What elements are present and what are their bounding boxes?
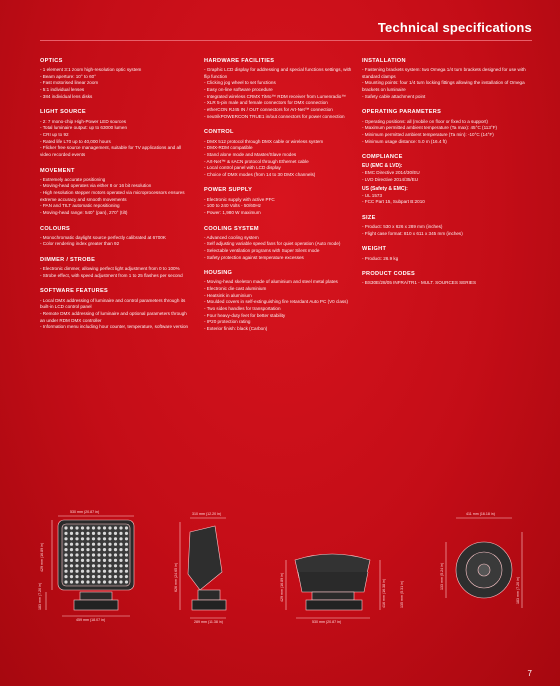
- spec-list: [204, 235, 354, 262]
- spec-item: - Integrated wireless CRMX TiMo™ RDM receiver from Lumenradio™: [204, 93, 346, 99]
- spec-item: - Information menu including hour counter, temperature, software version: [40, 324, 189, 330]
- side-base-label: 289 mm (11.38 in): [194, 620, 223, 624]
- front-base-label: 459 mm (18.07 in): [76, 618, 106, 622]
- spec-section-heading: SIZE: [362, 214, 376, 221]
- spec-item: - Moving-head range: 540° (pan), 270° (tilt): [40, 209, 128, 215]
- title-divider: [40, 40, 532, 41]
- spec-item: - Heatsink in aluminium: [204, 292, 252, 298]
- spec-item: - Local control panel with LCD display: [204, 165, 281, 171]
- spec-section: [362, 215, 532, 237]
- spec-section-heading: HOUSING: [204, 270, 233, 277]
- spec-item: - Extremely accurate positioning: [40, 176, 106, 182]
- spec-item: - 100 to 240 Volts - 50/60Hz: [204, 203, 261, 209]
- spec-list: [40, 119, 190, 159]
- spec-section: [362, 109, 532, 145]
- spec-section: [40, 168, 190, 217]
- spec-item: - neutrikPOWERCON TRUE1 in/out connectors for power connection: [204, 113, 345, 119]
- spec-item: - Mounting points: four 1/4 turn locking fittings allowing the installation of Omega brackets on luminaire: [362, 80, 525, 93]
- spec-item: - High resolution stepper motors operated via microprocessors ensures extreme accuracy and smooth movements: [40, 189, 185, 202]
- spec-section-heading: HARDWARE FACILITIES: [204, 58, 275, 64]
- spec-list: [362, 224, 532, 237]
- spec-item: - Selectable ventilation programs with Super Silent mode: [204, 248, 320, 254]
- spec-item: - 5:1 individual lenses: [40, 87, 85, 93]
- spec-item: - Exterior finish: black (Carbon): [204, 326, 268, 332]
- spec-item: - Electronic dimmer, allowing perfect light adjustment from 0 to 100%: [40, 266, 180, 272]
- spec-item: - Advanced cooling system: [204, 234, 259, 240]
- spec-item: - Choice of DMX modes (from 14 to 30 DMX channels): [204, 171, 316, 177]
- spec-item: - Electronic supply with active PFC: [204, 196, 275, 202]
- spec-list: [204, 67, 354, 120]
- spec-section-heading: MOVEMENT: [40, 167, 75, 174]
- spec-item: - UL 1573: [362, 192, 383, 198]
- spec-section: [40, 58, 190, 100]
- spec-item: - Remote DMX addressing of luminaire and optional parameters through an under RDM DMX controller: [40, 310, 187, 323]
- spec-item: - 2: 7 mono-chip High-Power LED sources: [40, 118, 127, 124]
- spec-section: [362, 154, 532, 206]
- spec-list: [362, 119, 532, 146]
- spec-item: - Two sides handles for transportation: [204, 306, 281, 312]
- lens-depth-label: 183 mm (7.20 in): [516, 576, 520, 604]
- spec-list: [362, 280, 532, 287]
- spec-item: - Power: 1,980 W maximum: [204, 209, 261, 215]
- lens-view-drawing: [446, 518, 522, 608]
- spec-item: - BS30E/28/05 INFRA/TR1 - MULT. SOURCES SERIES: [362, 280, 477, 286]
- spec-list: [362, 256, 532, 263]
- spec-item: - Easy on-line software procedure: [204, 87, 273, 93]
- spec-column-1: [40, 58, 190, 340]
- spec-item: - Moving-head skeleton made of aluminium and steel metal plates: [204, 279, 338, 285]
- spec-item: - EMC Directive 2014/30/EU: [362, 170, 420, 176]
- spec-item: - DMX 512 protocol through DMX cable or wireless system: [204, 138, 324, 144]
- page-title: Technical specifications: [377, 20, 532, 35]
- spec-item: - Product: 530 x 626 x 289 mm (inches): [362, 224, 443, 230]
- spec-list: [362, 67, 532, 100]
- tilted-width-label: 429 mm (16.89 in): [280, 572, 284, 602]
- spec-section-heading: POWER SUPPLY: [204, 187, 253, 194]
- spec-item: - PAN and TILT automatic repositioning: [40, 203, 120, 209]
- front-view-drawing: [46, 516, 134, 616]
- spec-item: - 384 individual lens disks: [40, 93, 93, 99]
- side-height-label: 626 mm (24.65 in): [174, 562, 178, 592]
- spec-section-heading: PRODUCT CODES: [362, 271, 416, 278]
- spec-item: - Stand alone mode and Master/Slave modes: [204, 151, 297, 157]
- spec-item: - FCC Part 15, Subpart B:2010: [362, 199, 425, 205]
- spec-column-3: [362, 58, 532, 296]
- spec-section-heading: CONTROL: [204, 129, 234, 136]
- spec-item: - Flicker free source management, suitable for TV applications and all video recorded events: [40, 145, 182, 157]
- spec-list: [204, 139, 354, 179]
- spec-subheading: EU (EMC & LVD):: [362, 163, 403, 170]
- technical-drawings: [40, 512, 532, 627]
- spec-section-heading: SOFTWARE FEATURES: [40, 288, 109, 295]
- spec-item: - Minimum permitted ambient temperature (Ta min): -10°C (14°F): [362, 131, 494, 137]
- spec-item: - IP20 protection rating: [204, 319, 251, 325]
- spec-section: [362, 246, 532, 262]
- spec-section: [40, 288, 190, 330]
- spec-section: [362, 271, 532, 287]
- spec-section-heading: WEIGHT: [362, 246, 387, 253]
- spec-list: [204, 197, 354, 217]
- tilted-depth-label: 135 mm (5.31 in): [400, 580, 404, 608]
- spec-item: - Beam aperture: 10° to 60°: [40, 73, 97, 79]
- spec-section: [204, 129, 354, 178]
- spec-item: - Moulded covers in self-extinguishing fire retardant Auto PC (V0 class): [204, 299, 349, 305]
- spec-item: - Four heavy-duty feet for better stability: [204, 312, 286, 318]
- spec-section-heading: COMPLIANCE: [362, 154, 403, 161]
- spec-subheading: US (Safety & EMC):: [362, 185, 408, 192]
- spec-item: - Art-Net™ & sACN protocol through Ethernet cable: [204, 158, 309, 164]
- spec-section-heading: OPTICS: [40, 58, 63, 64]
- spec-item: - Fastening brackets system: two Omega 1/4 turn brackets designed for use with standard clamps: [362, 67, 526, 79]
- spec-item: - Minimum usage distance: 5.0 m (16.4 ft): [362, 138, 447, 144]
- spec-list: [40, 177, 190, 217]
- spec-section-heading: DIMMER / STROBE: [40, 257, 96, 264]
- dimension-drawings: [40, 512, 532, 627]
- spec-list: [40, 235, 190, 248]
- spec-item: - Total luminaire output: up to 63000 lumen: [40, 125, 127, 131]
- spec-item: - Product: 26.9 kg: [362, 255, 399, 261]
- spec-section: [40, 257, 190, 279]
- spec-list: [362, 193, 532, 206]
- spec-item: - Clicking jog wheel to set functions: [204, 80, 276, 86]
- spec-item: - Moving-head operates via either 8 or 16 bit resolution: [40, 183, 152, 189]
- tilted-view-drawing: [286, 554, 380, 618]
- spec-section: [40, 109, 190, 158]
- spec-column-2: [204, 58, 354, 342]
- spec-list: [204, 279, 354, 332]
- spec-section-heading: COLOURS: [40, 225, 71, 232]
- spec-section: [204, 187, 354, 216]
- spec-item: - Flight case format: 810 x 611 x 345 mm (inches): [362, 230, 463, 236]
- spec-item: - DMX-RDM compatible: [204, 145, 253, 151]
- spec-list: [362, 170, 532, 183]
- spec-item: - Rated life L70 up to 40,000 hours: [40, 138, 111, 144]
- spec-item: - Maximum permitted ambient temperature (Ta max): 45°C (113°F): [362, 125, 498, 131]
- spec-list: [40, 266, 190, 279]
- spec-item: - Safety cable attachment point: [362, 93, 426, 99]
- front-height-label: 429 mm (16.89 in): [40, 542, 44, 572]
- page-number: 7: [527, 669, 532, 678]
- spec-section-heading: COOLING SYSTEM: [204, 225, 259, 232]
- spec-item: - Strobe effect, with speed adjustment from 1 to 25 flashes per second: [40, 272, 183, 278]
- spec-item: - CRI up to 92: [40, 131, 69, 137]
- spec-section: [204, 58, 354, 120]
- spec-section: [204, 226, 354, 262]
- spec-item: - Operating positions: all (mobile on floor or fixed to a support): [362, 118, 488, 124]
- spec-item: - Graphic LCD display for addressing and special functions settings, with flip function: [204, 67, 352, 79]
- side-view-drawing: [180, 518, 226, 618]
- lens-height-label: 133 mm (5.24 in): [440, 562, 444, 590]
- spec-list: [40, 67, 190, 100]
- spec-section: [204, 270, 354, 332]
- spec-item: - etherCON RJ45 IN / OUT connectors for Art-Net™ connection: [204, 107, 333, 113]
- spec-item: - Local DMX addressing of luminaire and control parameters through its built-in LCD control panel: [40, 297, 186, 310]
- spec-item: - Monochromatic daylight source perfectly calibrated at 6700K: [40, 234, 166, 240]
- spec-list: [40, 298, 190, 331]
- front-side-label: 183 mm (7.20 in): [38, 582, 42, 610]
- tilted-height-label: 416 mm (16.38 in): [382, 578, 386, 608]
- spec-section: [362, 58, 532, 100]
- spec-item: - XLR 5-pin male and female connectors for DMX connection: [204, 100, 328, 106]
- spec-item: - Self adjusting variable speed fans for quiet operation (Auto mode): [204, 241, 341, 247]
- front-width-label: 530 mm (20.87 in): [70, 510, 100, 514]
- spec-item: - Safety protection against temperature excesses: [204, 254, 304, 260]
- spec-section-heading: INSTALLATION: [362, 58, 406, 64]
- spec-section-heading: LIGHT SOURCE: [40, 109, 86, 116]
- spec-section-heading: OPERATING PARAMETERS: [362, 109, 442, 116]
- spec-item: - 1 element 3:1 zoom high-resolution optic system: [40, 67, 142, 73]
- spec-item: - Electronic die cast aluminium: [204, 286, 267, 292]
- lens-width-label: 411 mm (16.18 in): [466, 512, 495, 516]
- tilted-base-label: 530 mm (20.87 in): [312, 620, 342, 624]
- spec-item: - Fast motorised linear zoom: [40, 80, 99, 86]
- spec-item: - LVD Directive 2014/35/EU: [362, 176, 419, 182]
- spec-section: [40, 226, 190, 248]
- side-width-label: 310 mm (12.20 in): [192, 512, 222, 516]
- spec-item: - Color rendering index greater than 92: [40, 241, 120, 247]
